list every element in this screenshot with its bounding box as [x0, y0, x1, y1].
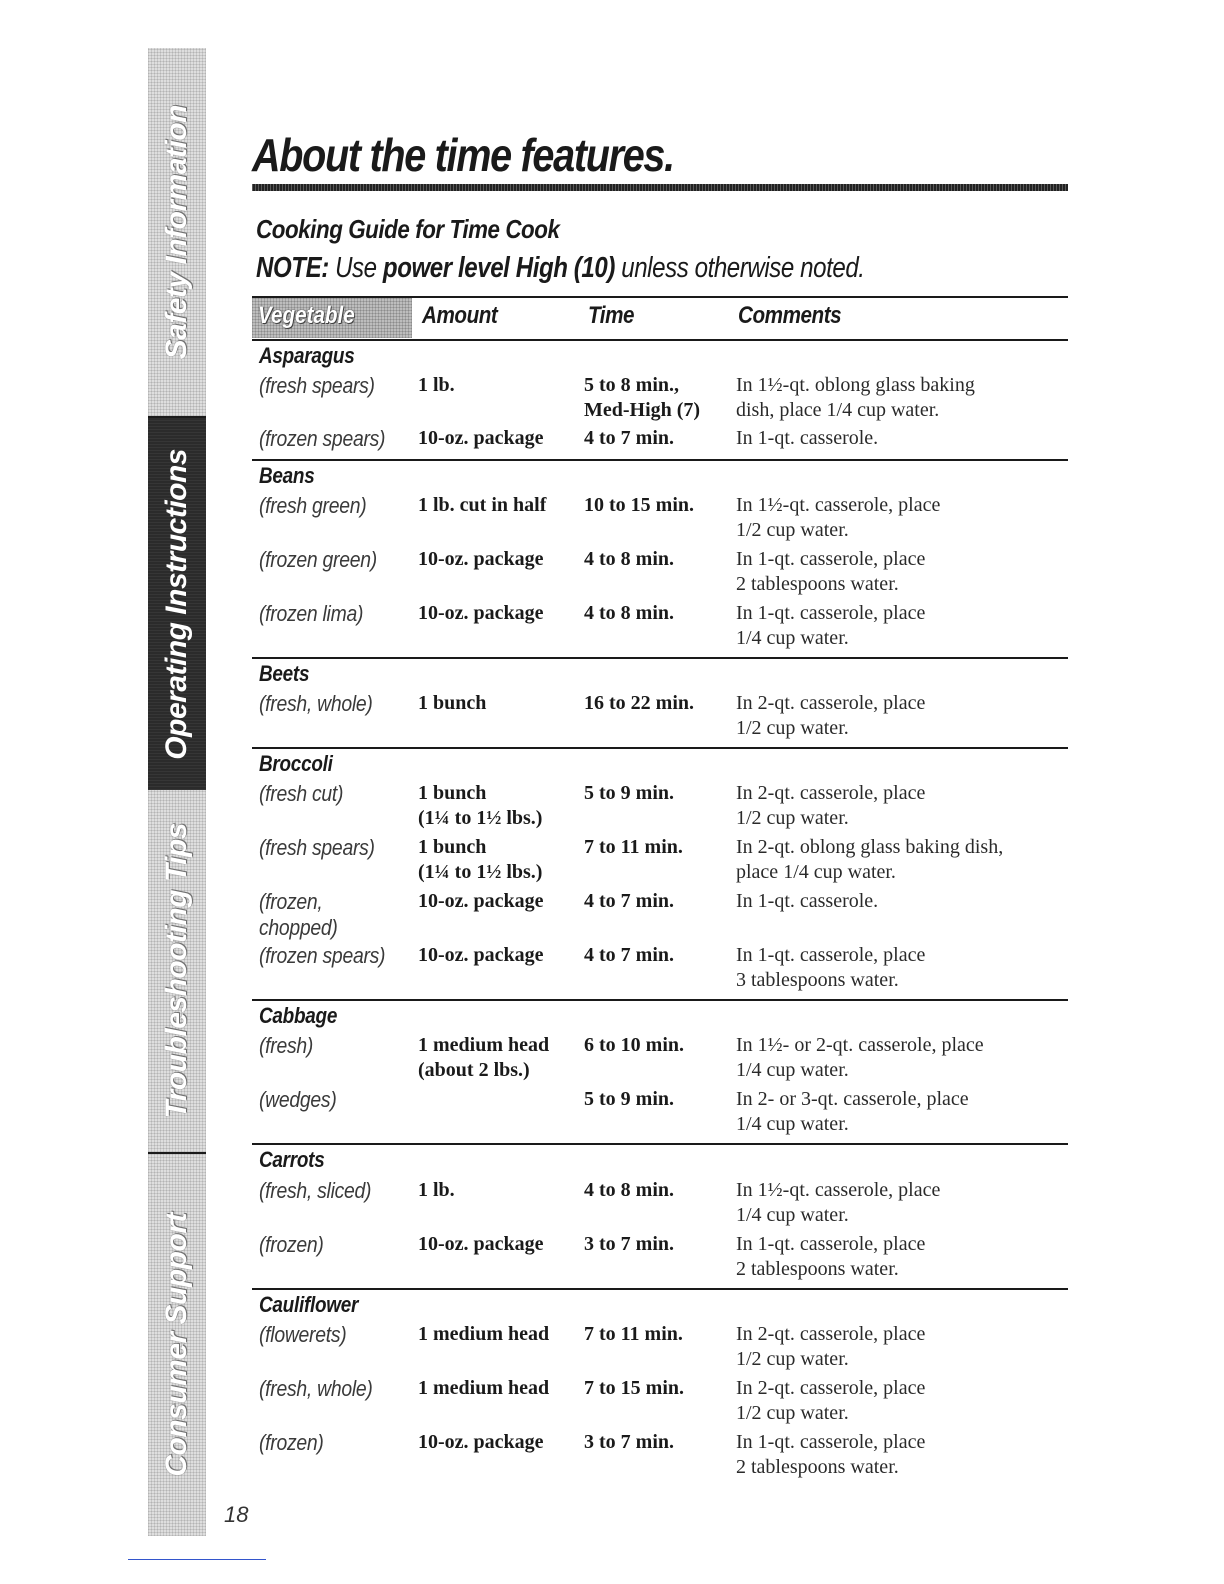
- group-asparagus: [252, 341, 1068, 461]
- tab-operating-instructions[interactable]: [148, 418, 206, 790]
- item-comment: In 1-qt. casserole.: [736, 427, 879, 449]
- page-title: About the time features.: [252, 129, 674, 181]
- item-amount: 10-oz. package: [418, 548, 544, 570]
- item-time: 4 to 8 min.: [584, 548, 674, 570]
- item-comment: In 1-qt. casserole, place 2 tablespoons water.: [736, 548, 926, 595]
- item-comment: In 1½-qt. oblong glass baking dish, place 1/4 cup water.: [736, 374, 975, 421]
- item-time: 7 to 15 min.: [584, 1377, 684, 1399]
- note-text-2: unless otherwise noted.: [614, 252, 865, 284]
- item-name: (fresh, whole): [259, 691, 373, 716]
- group-carrots: [252, 1145, 1068, 1290]
- item-name: (frozen): [259, 1232, 324, 1257]
- group-beans: [252, 461, 1068, 659]
- item-amount: 10-oz. package: [418, 427, 544, 449]
- column-header-comments: Comments: [738, 302, 842, 329]
- item-amount: 1 medium head: [418, 1323, 550, 1345]
- group-name: Broccoli: [259, 751, 333, 776]
- item-time: 3 to 7 min.: [584, 1233, 674, 1255]
- item-amount: 1 bunch (1¼ to 1½ lbs.): [418, 782, 543, 829]
- item-name: (frozen spears): [259, 943, 386, 968]
- column-header-vegetable: [252, 298, 412, 338]
- item-amount: 1 medium head (about 2 lbs.): [418, 1034, 550, 1081]
- group-name: Cabbage: [259, 1003, 338, 1028]
- item-amount: 10-oz. package: [418, 602, 544, 624]
- item-comment: In 2-qt. casserole, place 1/2 cup water.: [736, 1377, 926, 1424]
- item-name: (fresh green): [259, 493, 367, 518]
- item-time: 10 to 15 min.: [584, 494, 694, 516]
- item-comment: In 2- or 3-qt. casserole, place 1/4 cup water.: [736, 1088, 969, 1135]
- item-time: 4 to 7 min.: [584, 427, 674, 449]
- item-comment: In 2-qt. oblong glass baking dish, place 1/4 cup water.: [736, 836, 1004, 883]
- item-time: 5 to 8 min., Med-High (7): [584, 374, 701, 421]
- item-amount: 1 bunch: [418, 692, 487, 714]
- tab-consumer-support-label: Consumer Support: [160, 1213, 193, 1477]
- item-time: 5 to 9 min.: [584, 782, 674, 804]
- item-time: 6 to 10 min.: [584, 1034, 684, 1056]
- group-cabbage: [252, 1001, 1068, 1145]
- column-header-vegetable-label: Vegetable: [258, 302, 355, 329]
- column-header-time: Time: [588, 302, 635, 329]
- item-comment: In 1-qt. casserole, place 1/4 cup water.: [736, 602, 926, 649]
- item-time: 5 to 9 min.: [584, 1088, 674, 1110]
- item-comment: In 1-qt. casserole.: [736, 890, 879, 912]
- item-time: 3 to 7 min.: [584, 1431, 674, 1453]
- item-time: 4 to 7 min.: [584, 890, 674, 912]
- table-header: [252, 298, 1068, 338]
- item-name: (frozen spears): [259, 426, 386, 451]
- item-time: 4 to 8 min.: [584, 602, 674, 624]
- group-cauliflower: [252, 1290, 1068, 1490]
- item-name: (wedges): [259, 1087, 337, 1112]
- item-name: (frozen green): [259, 547, 377, 572]
- item-amount: 1 bunch (1¼ to 1½ lbs.): [418, 836, 543, 883]
- group-beets: [252, 659, 1068, 749]
- item-name: (frozen lima): [259, 601, 364, 626]
- item-name: (fresh cut): [259, 781, 344, 806]
- tab-safety-information[interactable]: [148, 48, 206, 416]
- item-comment: In 1½-qt. casserole, place 1/4 cup water.: [736, 1179, 941, 1226]
- item-time: 16 to 22 min.: [584, 692, 694, 714]
- item-time: 4 to 8 min.: [584, 1179, 674, 1201]
- item-comment: In 1½- or 2-qt. casserole, place 1/4 cup water.: [736, 1034, 984, 1081]
- item-amount: 10-oz. package: [418, 1233, 544, 1255]
- item-amount: 1 lb.: [418, 1179, 455, 1201]
- item-name: (fresh, whole): [259, 1376, 373, 1401]
- item-name: (frozen, chopped): [259, 889, 338, 940]
- item-time: 4 to 7 min.: [584, 944, 674, 966]
- guide-title: Cooking Guide for Time Cook: [256, 214, 560, 244]
- tab-operating-instructions-label: Operating Instructions: [160, 448, 193, 760]
- group-name: Carrots: [259, 1147, 325, 1172]
- item-time: 7 to 11 min.: [584, 836, 683, 858]
- item-name: (frozen): [259, 1430, 324, 1455]
- tab-troubleshooting-tips-label: Troubleshooting Tips: [160, 823, 193, 1119]
- group-name: Beans: [259, 463, 315, 488]
- item-comment: In 1-qt. casserole, place 3 tablespoons water.: [736, 944, 926, 991]
- tab-safety-information-label: Safety Information: [160, 104, 193, 360]
- item-name: (fresh): [259, 1033, 314, 1058]
- note-line: [256, 252, 865, 285]
- item-amount: 10-oz. package: [418, 890, 544, 912]
- group-name: Cauliflower: [259, 1292, 359, 1317]
- item-comment: In 2-qt. casserole, place 1/2 cup water.: [736, 1323, 926, 1370]
- tab-troubleshooting-tips[interactable]: [148, 790, 206, 1152]
- group-name: Beets: [259, 661, 310, 686]
- group-broccoli: [252, 749, 1068, 1001]
- item-comment: In 2-qt. casserole, place 1/2 cup water.: [736, 782, 926, 829]
- item-amount: 1 lb.: [418, 374, 455, 396]
- item-amount: 1 lb. cut in half: [418, 494, 547, 516]
- side-tabs: [148, 48, 206, 1536]
- item-name: (fresh, sliced): [259, 1178, 372, 1203]
- note-prefix: NOTE:: [256, 252, 329, 284]
- item-name: (fresh spears): [259, 835, 375, 860]
- column-header-amount: Amount: [422, 302, 498, 329]
- item-comment: In 1-qt. casserole, place 2 tablespoons water.: [736, 1233, 926, 1280]
- note-text-1: Use: [328, 252, 383, 284]
- title-rule: [252, 184, 1068, 191]
- item-amount: 10-oz. package: [418, 1431, 544, 1453]
- item-name: (fresh spears): [259, 373, 375, 398]
- item-comment: In 1½-qt. casserole, place 1/2 cup water.: [736, 494, 941, 541]
- item-comment: In 1-qt. casserole, place 2 tablespoons water.: [736, 1431, 926, 1478]
- tab-consumer-support[interactable]: [148, 1154, 206, 1536]
- item-amount: 10-oz. package: [418, 944, 544, 966]
- note-emphasis: power level High (10): [382, 252, 615, 284]
- bottom-link-rule: [128, 1559, 266, 1560]
- group-name: Asparagus: [259, 343, 355, 368]
- item-amount: 1 medium head: [418, 1377, 550, 1399]
- item-comment: In 2-qt. casserole, place 1/2 cup water.: [736, 692, 926, 739]
- item-name: (flowerets): [259, 1322, 347, 1347]
- item-time: 7 to 11 min.: [584, 1323, 683, 1345]
- page-number: 18: [224, 1502, 249, 1527]
